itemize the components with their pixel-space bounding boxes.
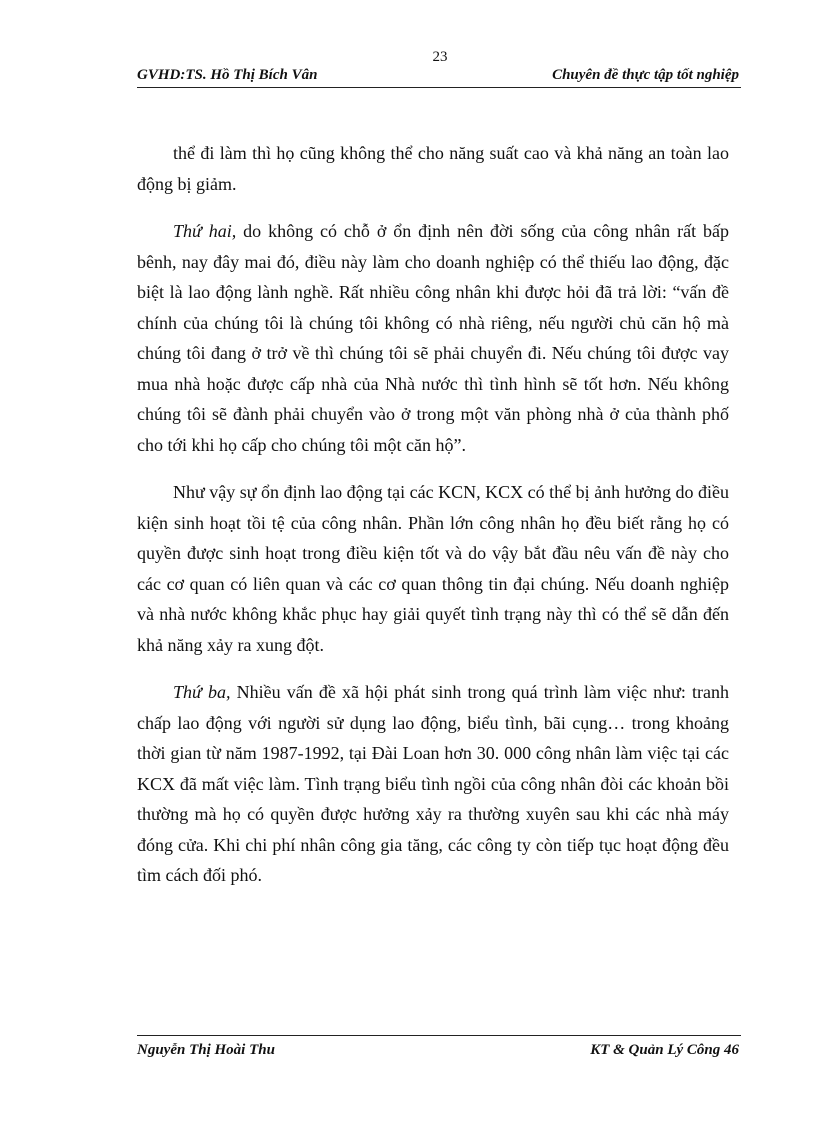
paragraph-4-lead: Thứ ba, bbox=[173, 682, 231, 702]
page-header bbox=[137, 67, 741, 88]
paragraph-4 bbox=[137, 677, 729, 891]
document-body bbox=[137, 138, 729, 891]
header-advisor: GVHD:TS. Hồ Thị Bích Vân bbox=[137, 67, 318, 83]
paragraph-1 bbox=[137, 138, 729, 199]
page-footer bbox=[137, 1035, 741, 1064]
paragraph-1-text: thể đi làm thì họ cũng không thể cho năng suất cao và khả năng an toàn lao động bị giảm. bbox=[137, 143, 729, 194]
paragraph-3-text: Như vậy sự ổn định lao động tại các KCN, KCX có thể bị ảnh hưởng do điều kiện sinh hoạt tồi tệ của công nhân. Phần lớn công nhân họ đều biết rằng họ có quyền được sinh hoạt trong điều kiện tốt và do vậy bắt đầu nêu vấn đề này cho các cơ quan có liên quan và các cơ quan thông tin đại chúng. Nếu doanh nghiệp và nhà nước không khắc phục hay giải quyết tình trạng này thì có thể sẽ dẫn đến khả năng xảy ra xung đột. bbox=[137, 482, 729, 655]
footer-author: Nguyễn Thị Hoài Thu bbox=[137, 1042, 275, 1058]
paragraph-2-lead: Thứ hai, bbox=[173, 221, 237, 241]
header-document-type: Chuyên đề thực tập tốt nghiệp bbox=[552, 67, 739, 83]
paragraph-3 bbox=[137, 477, 729, 660]
paragraph-2 bbox=[137, 216, 729, 460]
page-number: 23 bbox=[432, 49, 448, 65]
paragraph-2-text: do không có chỗ ở ổn định nên đời sống của công nhân rất bấp bênh, nay đây mai đó, điều này làm cho doanh nghiệp có thể thiếu lao động, đặc biệt là lao động lành nghề. Rất nhiều công nhân khi được hỏi đã trả lời: “vấn đề chính của chúng tôi là chúng tôi không có nhà riêng, nếu người chủ căn hộ mà chúng tôi đang ở trở về thì chúng tôi sẽ phải chuyển đi. Nếu chúng tôi được vay mua nhà hoặc được cấp nhà của Nhà nước thì tình hình sẽ tốt hơn. Nếu không chúng tôi sẽ đành phải chuyển vào ở trong một văn phòng nhà ở của thành phố cho tới khi họ cấp cho chúng tôi một căn hộ”. bbox=[137, 221, 729, 455]
paragraph-4-text: Nhiều vấn đề xã hội phát sinh trong quá trình làm việc như: tranh chấp lao động với người sử dụng lao động, biểu tình, bãi cụng… trong khoảng thời gian từ năm 1987-1992, tại Đài Loan hơn 30. 000 công nhân làm việc tại các KCX đã mất việc làm. Tình trạng biểu tình ngồi của công nhân đòi các khoản bồi thường mà họ có quyền được hưởng xảy ra thường xuyên sau khi các nhà máy đóng cửa. Khi chi phí nhân công gia tăng, các công ty còn tiếp tục hoạt động đều tìm cách đối phó. bbox=[137, 682, 729, 885]
footer-class: KT & Quản Lý Công 46 bbox=[590, 1042, 739, 1058]
